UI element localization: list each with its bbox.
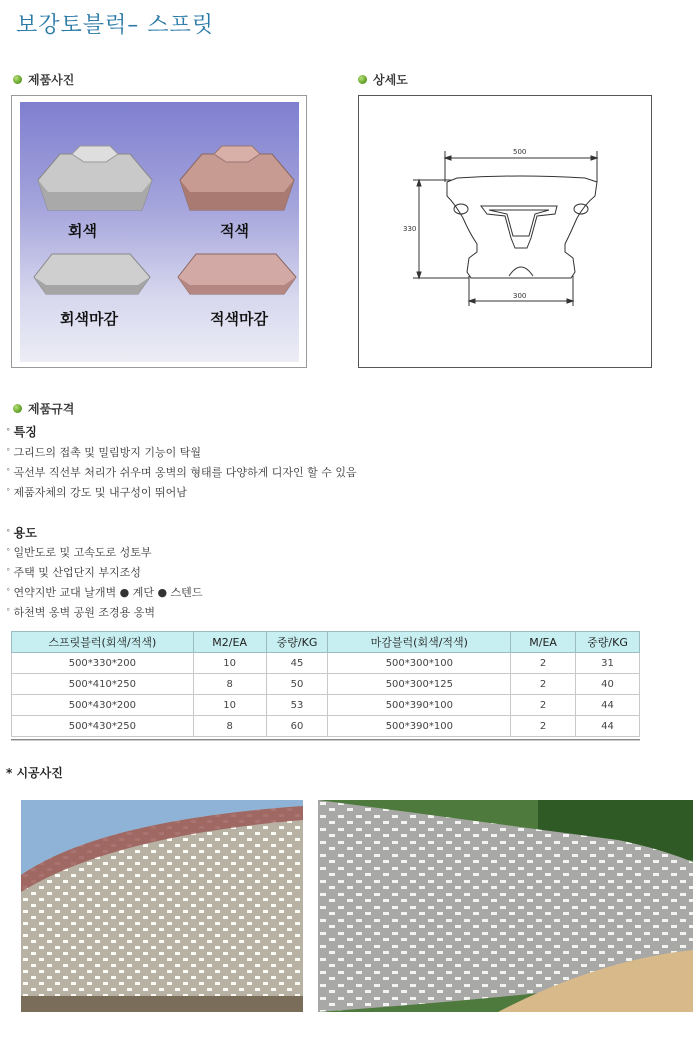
- detail-diagram-frame: [358, 95, 652, 368]
- table-cell: 500*300*125: [328, 674, 511, 695]
- feature-item-text: 제품자체의 강도 및 내구성이 뛰어남: [13, 486, 187, 499]
- table-cell: 500*410*250: [12, 674, 194, 695]
- features-title-label: 특징: [13, 425, 37, 439]
- section-heading-photo: [13, 71, 74, 88]
- use-item-text: 하천벽 옹벽 공원 조경용 옹벽: [13, 606, 155, 619]
- section-heading-detail: [358, 71, 408, 88]
- use-item-text: 일반도로 및 고속도로 성토부: [13, 546, 152, 559]
- site-photo-left: [21, 800, 303, 1012]
- table-cell: 500*390*100: [328, 716, 511, 737]
- section-heading-photo-label: 제품사진: [28, 73, 75, 87]
- dim-height-label: 330: [403, 225, 417, 233]
- table-row: [12, 695, 640, 716]
- site-photo-right-image: [318, 800, 693, 1012]
- table-cell: 44: [576, 695, 640, 716]
- section-heading-spec-label: 제품규격: [28, 402, 75, 416]
- green-dot-icon: [13, 75, 22, 84]
- table-cell: 8: [193, 716, 266, 737]
- feature-item: ˚ 제품자체의 강도 및 내구성이 뛰어남: [6, 486, 187, 499]
- table-row: [12, 716, 640, 737]
- column-header: M/EA: [511, 632, 576, 653]
- table-cell: 500*390*100: [328, 695, 511, 716]
- product-photo-frame: [11, 95, 307, 368]
- red-block-illustration: [180, 146, 294, 210]
- table-cell: 44: [576, 716, 640, 737]
- section-heading-site: * 시공사진: [6, 766, 63, 780]
- table-cell: 2: [511, 695, 576, 716]
- site-photo-left-image: [21, 800, 303, 1012]
- uses-title-label: 용도: [13, 526, 37, 540]
- red-cap-illustration: [178, 254, 296, 294]
- gray-block-illustration: [38, 146, 152, 210]
- use-item-text: 연약지반 교대 날개벽 ● 계단 ● 스텐드: [13, 586, 203, 599]
- green-dot-icon: [358, 75, 367, 84]
- table-cell: 10: [193, 653, 266, 674]
- feature-item-text: 곡선부 직선부 처리가 쉬우며 옹벽의 형태를 다양하게 디자인 할 수 있음: [13, 466, 357, 479]
- column-header: 마감블럭(회색/적색): [328, 632, 511, 653]
- table-cell: 45: [266, 653, 328, 674]
- label-gray: 회색: [68, 222, 97, 240]
- use-item: ˚ 연약지반 교대 날개벽 ● 계단 ● 스텐드: [6, 586, 203, 599]
- table-cell: 60: [266, 716, 328, 737]
- column-header: M2/EA: [193, 632, 266, 653]
- table-cell: 50: [266, 674, 328, 695]
- label-red: 적색: [220, 222, 249, 240]
- green-dot-icon: [13, 404, 22, 413]
- use-item: ˚ 하천벽 옹벽 공원 조경용 옹벽: [6, 606, 155, 619]
- table-cell: 500*300*100: [328, 653, 511, 674]
- table-cell: 53: [266, 695, 328, 716]
- table-cell: 2: [511, 716, 576, 737]
- use-item: ˚ 일반도로 및 고속도로 성토부: [6, 546, 152, 559]
- use-item: ˚ 주택 및 산업단지 부지조성: [6, 566, 141, 579]
- table-cell: 40: [576, 674, 640, 695]
- product-photo: [20, 102, 299, 362]
- feature-item: ˚ 그리드의 접촉 및 밀림방지 기능이 탁월: [6, 446, 201, 459]
- gray-cap-illustration: [34, 254, 150, 294]
- site-photo-right: [318, 800, 693, 1012]
- table-row: [12, 653, 640, 674]
- page-title: 보강토블럭– 스프릿: [16, 13, 215, 38]
- table-row: [12, 674, 640, 695]
- uses-title: ˚ 용도: [6, 526, 37, 540]
- table-cell: 2: [511, 674, 576, 695]
- section-heading-spec: [13, 400, 74, 417]
- column-header: 중량/KG: [576, 632, 640, 653]
- label-red-cap: 적색마감: [210, 310, 268, 328]
- table-header-row: [12, 632, 640, 653]
- section-heading-detail-label: 상세도: [373, 73, 408, 87]
- detail-drawing: [359, 96, 651, 367]
- feature-item: ˚ 곡선부 직선부 처리가 쉬우며 옹벽의 형태를 다양하게 디자인 할 수 있음: [6, 466, 357, 479]
- use-item-text: 주택 및 산업단지 부지조성: [13, 566, 141, 579]
- table-cell: 500*430*200: [12, 695, 194, 716]
- table-cell: 500*430*250: [12, 716, 194, 737]
- column-header: 중량/KG: [266, 632, 328, 653]
- column-header: 스프릿블럭(회색/적색): [12, 632, 194, 653]
- features-title: ˚ 특징: [6, 425, 37, 439]
- table-cell: 2: [511, 653, 576, 674]
- feature-item-text: 그리드의 접촉 및 밀림방지 기능이 탁월: [13, 446, 201, 459]
- dim-width-label: 500: [513, 148, 527, 156]
- table-cell: 500*330*200: [12, 653, 194, 674]
- spec-table: [11, 631, 640, 737]
- table-footer-rule: [11, 739, 640, 741]
- dim-base-label: 300: [513, 292, 527, 300]
- label-gray-cap: 회색마감: [60, 310, 118, 328]
- table-cell: 31: [576, 653, 640, 674]
- table-cell: 10: [193, 695, 266, 716]
- table-cell: 8: [193, 674, 266, 695]
